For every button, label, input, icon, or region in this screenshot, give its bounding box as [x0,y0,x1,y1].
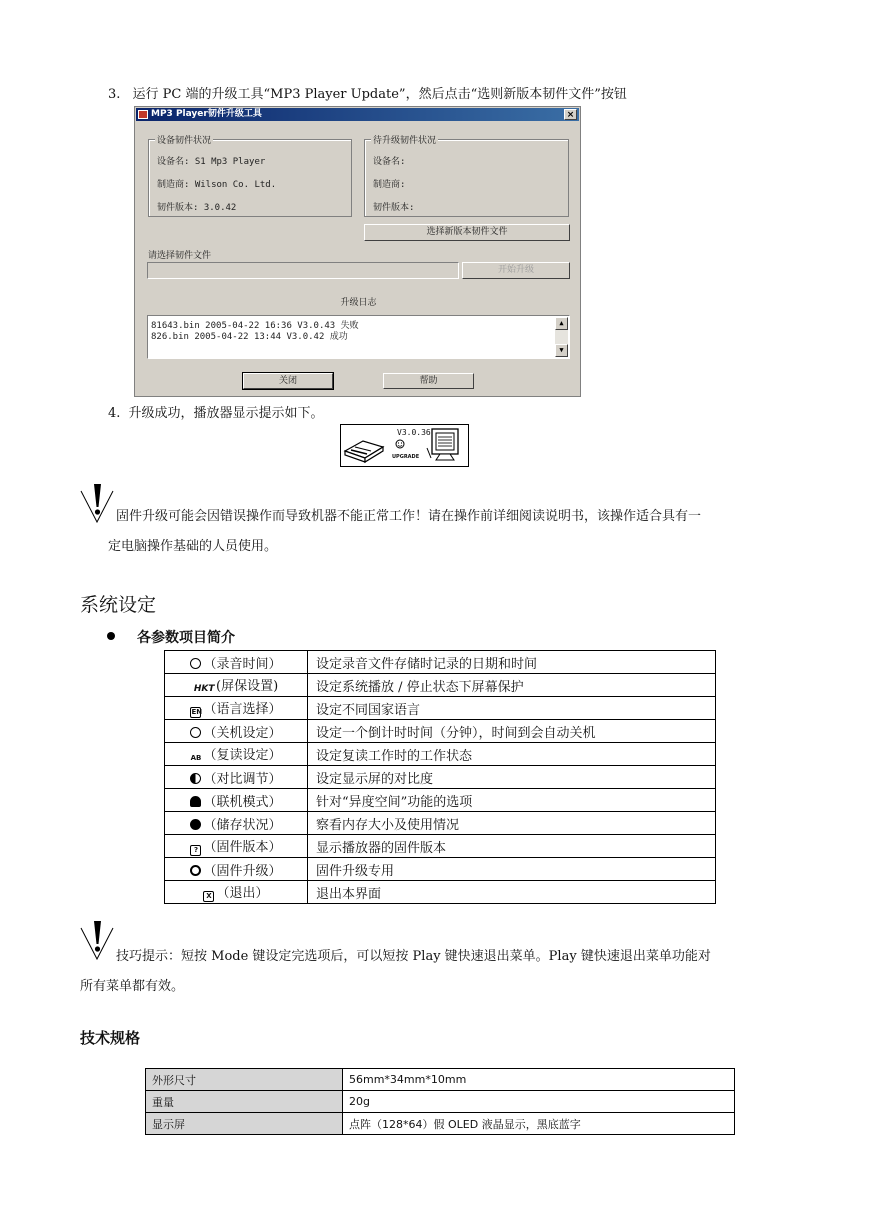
table-row [165,812,716,835]
step-text: 升级成功，播放器显示提示如下。 [128,406,324,421]
help-button[interactable]: 帮助 [383,373,474,389]
log-line: 826.bin 2005-04-22 13:44 V3.0.42 成功 [151,332,348,342]
step-number: 4. [108,406,121,421]
close-icon[interactable]: × [564,109,577,120]
step-4 [108,402,324,421]
log-scrollbar[interactable] [555,317,568,357]
player-upgrade-screen [340,424,469,467]
exit-icon: X [203,891,214,902]
table-row [146,1091,735,1113]
menu-item-desc: 针对“异度空间”功能的选项 [308,789,716,812]
screensaver-icon: HKT [193,684,215,694]
online-mode-icon [190,796,201,807]
upgrade-dialog [134,106,581,397]
firmware-upgrade-icon [190,865,201,876]
device-maker: 制造商: Wilson Co. Ltd. [157,180,277,190]
spec-key: 显示屏 [146,1113,343,1135]
smiley-icon [396,440,404,448]
menu-item-desc: 设定录音文件存储时记录的日期和时间 [308,651,716,674]
group-title: 设备韧件状况 [155,133,213,146]
tip-text-line2: 所有菜单都有效。 [80,979,185,994]
spec-table [145,1068,735,1135]
params-heading [107,627,235,647]
menu-item-name: （关机设定） [203,725,282,741]
menu-item-desc: 察看内存大小及使用情况 [308,812,716,835]
contrast-icon [190,773,201,784]
menu-item-name: （复读设定） [203,747,282,763]
app-icon [138,110,148,119]
tip-text-line1: 技巧提示：短按 Mode 键设定完选项后，可以短按 Play 键快速退出菜单。Play 键快速退出菜单功能对 [116,949,711,964]
menu-item-desc: 固件升级专用 [308,858,716,881]
table-row [165,651,716,674]
table-row [165,789,716,812]
table-row [165,697,716,720]
scroll-up-icon[interactable]: ▲ [555,317,568,330]
menu-item-name: （联机模式） [203,794,282,810]
bullet-icon [107,632,115,640]
language-icon: EN [191,708,203,716]
table-row [165,720,716,743]
firmware-file-field[interactable] [147,262,459,279]
dialog-title: MP3 Player韧件升级工具 [151,109,262,119]
menu-item-desc: 设定系统播放 / 停止状态下屏幕保护 [308,674,716,697]
spec-value: 56mm*34mm*10mm [343,1069,735,1091]
firmware-version-icon: ? [190,845,201,856]
record-time-icon [190,658,201,669]
pending-version: 韧件版本: [373,203,415,213]
pending-firmware-group [364,136,569,217]
close-button[interactable]: 关闭 [243,373,333,389]
params-heading-text: 各参数项目简介 [137,630,235,646]
menu-item-desc: 设定显示屏的对比度 [308,766,716,789]
section-title: 系统设定 [80,594,157,616]
menu-item-name: （退出） [216,886,269,901]
pc-monitor-icon [427,429,458,460]
table-row [165,766,716,789]
select-firmware-button[interactable]: 选择新版本韧件文件 [364,224,570,241]
warning-text-line2: 定电脑操作基础的人员使用。 [108,539,278,554]
spec-value: 20g [343,1091,735,1113]
player-version-label: V3.0.36 [397,428,431,437]
table-row [146,1113,735,1135]
step-text: 运行 PC 端的升级工具“MP3 Player Update”，然后点击“选则新版本韧件文件”按钮 [132,87,627,102]
pending-device-name: 设备名: [373,157,406,167]
menu-item-name: （对比调节） [203,771,282,787]
menu-item-desc: 设定一个倒计时时间（分钟），时间到会自动关机 [308,720,716,743]
repeat-icon: AB [190,754,201,765]
menu-item-name: （固件升级） [203,863,282,879]
menu-item-name: （语言选择） [203,702,282,717]
step-number: 3. [108,87,121,102]
scroll-down-icon[interactable]: ▼ [555,344,568,357]
menu-item-name: （固件版本） [203,840,282,855]
log-line: 81643.bin 2005-04-22 16:36 V3.0.43 失败 [151,321,359,331]
file-label: 请选择韧件文件 [148,251,212,261]
spec-value: 点阵（128*64）假 OLED 液晶显示，黑底蓝字 [343,1113,735,1135]
warning-icon [80,919,114,961]
log-title: 升级日志 [340,298,377,308]
device-firmware-group [148,136,352,217]
table-row [165,743,716,766]
power-off-icon [190,727,201,738]
table-row [165,881,716,904]
storage-icon [190,819,201,830]
table-row [165,835,716,858]
spec-key: 重量 [146,1091,343,1113]
player-upgrade-caption: UPGRADE [392,454,420,460]
start-upgrade-button[interactable]: 开始升级 [462,262,570,279]
menu-item-desc: 退出本界面 [308,881,716,904]
dialog-title-bar [136,108,579,121]
device-version: 韧件版本: 3.0.42 [157,203,237,213]
menu-item-desc: 设定复读工作时的工作状态 [308,743,716,766]
menu-item-desc: 显示播放器的固件版本 [308,835,716,858]
menu-item-name: (屏保设置) [211,679,279,694]
table-row [146,1069,735,1091]
table-row [165,674,716,697]
spec-key: 外形尺寸 [146,1069,343,1091]
menu-item-name: （储存状况） [203,817,282,833]
mp3-player-icon [345,441,383,462]
group-title: 待升级韧件状况 [371,133,438,146]
warning-text-line1: 固件升级可能会因错误操作而导致机器不能正常工作！请在操作前详细阅读说明书，该操作适合具有一 [116,509,702,524]
device-name: 设备名: S1 Mp3 Player [157,157,266,167]
step-3 [108,83,627,102]
menu-items-table [164,650,716,904]
spec-title: 技术规格 [80,1029,141,1047]
warning-icon [80,482,114,524]
menu-item-name: （录音时间） [203,656,282,672]
table-row [165,858,716,881]
pending-maker: 制造商: [373,180,406,190]
menu-item-desc: 设定不同国家语言 [308,697,716,720]
upgrade-log[interactable] [147,315,570,359]
